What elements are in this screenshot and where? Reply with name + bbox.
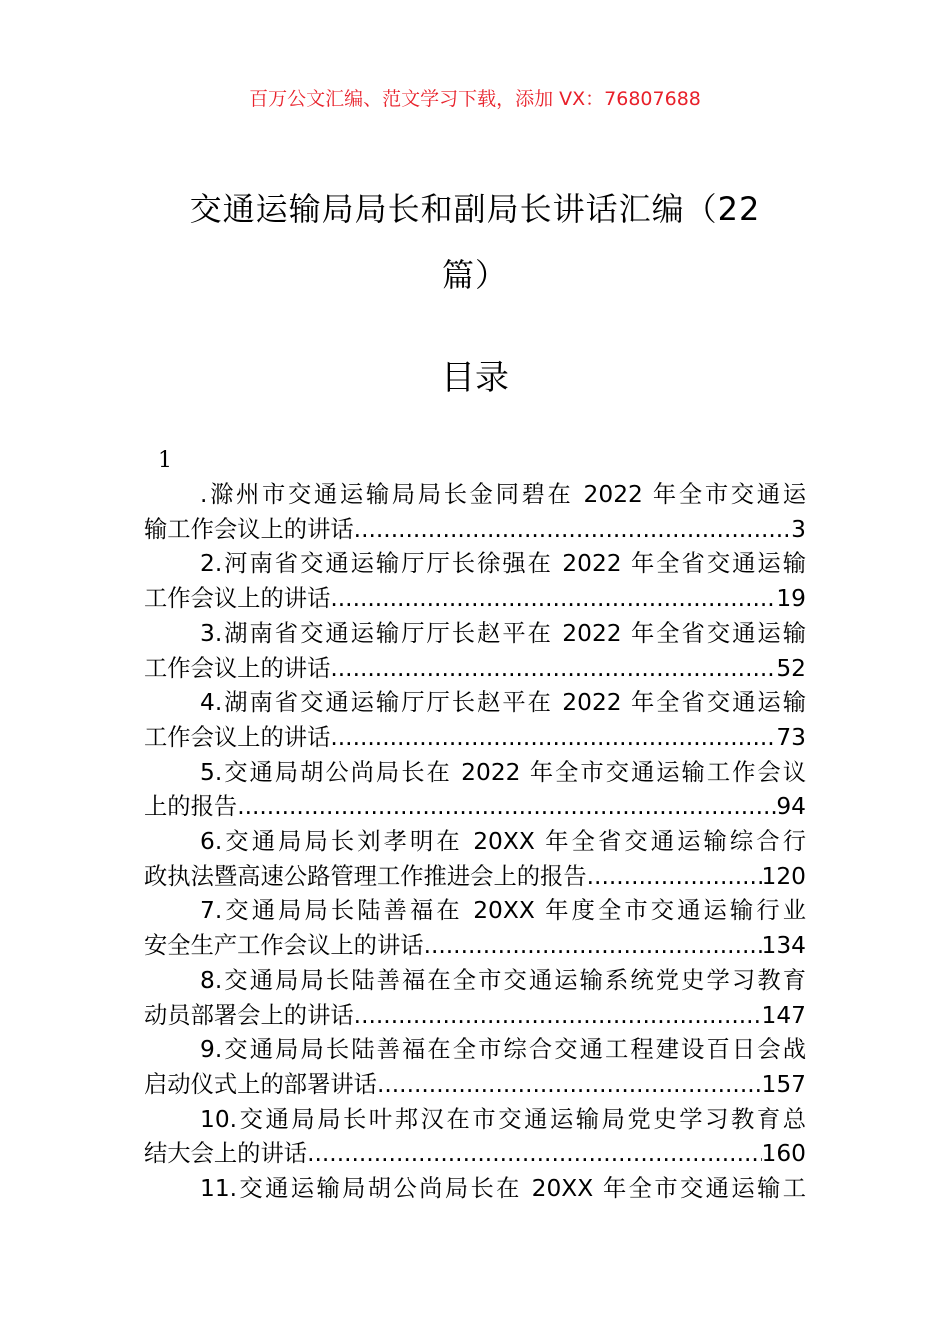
header-note: 百万公文汇编、范文学习下载，添加 VX：76807688 (249, 88, 701, 110)
page-number: 157 (761, 1070, 806, 1098)
dot-leader (587, 860, 762, 895)
page-number: 147 (761, 1001, 806, 1029)
toc-entry[interactable]: .滁州市交通运输局局长金同碧在 2022 年全市交通运 输工作会议上的讲话 ..... 3 (144, 478, 806, 547)
toc-entry[interactable]: 2.河南省交通运输厅厅长徐强在 2022 年全省交通运输 工作会议上的讲话 ..... 19 (144, 547, 806, 616)
page-number: 94 (776, 793, 806, 821)
toc-heading: 目录 (441, 358, 509, 398)
dot-leader (354, 513, 792, 548)
dot-leader (330, 652, 776, 687)
dot-leader (424, 929, 762, 964)
dot-leader (354, 999, 762, 1034)
dot-leader (330, 721, 776, 756)
page-number: 19 (776, 585, 806, 613)
page-number: 160 (761, 1140, 806, 1168)
toc-entry[interactable]: 7.交通局局长陆善福在 20XX 年度全市交通运输行业 安全生产工作会议上的讲话 ..... 134 (144, 894, 806, 963)
toc-entry[interactable]: 4.湖南省交通运输厅厅长赵平在 2022 年全省交通运输 工作会议上的讲话 ..... 73 (144, 686, 806, 755)
toc-entry[interactable]: 6.交通局局长刘孝明在 20XX 年全省交通运输综合行 政执法暨高速公路管理工作推进会上的报告 ..... 120 (144, 825, 806, 894)
page-number: 52 (776, 654, 806, 682)
table-of-contents (144, 478, 806, 1207)
toc-first-number: 1 (158, 448, 172, 473)
toc-entry[interactable]: 10.交通局局长叶邦汉在市交通运输局党史学习教育总 结大会上的讲话 ..... 160 (144, 1103, 806, 1172)
toc-entry[interactable]: 11.交通运输局胡公尚局长在 20XX 年全市交通运输工 (200, 1175, 806, 1203)
toc-entry[interactable]: 9.交通局局长陆善福在全市综合交通工程建设百日会战 启动仪式上的部署讲话 ..... 157 (144, 1033, 806, 1102)
document-title-line2: 篇） (441, 256, 508, 294)
toc-entry[interactable]: 3.湖南省交通运输厅厅长赵平在 2022 年全省交通运输 工作会议上的讲话 ..... 52 (144, 617, 806, 686)
document-title (160, 176, 790, 308)
page-number: 3 (791, 515, 806, 543)
dot-leader (377, 1068, 762, 1103)
toc-entry[interactable]: 8.交通局局长陆善福在全市交通运输系统党史学习教育 动员部署会上的讲话 ..... 147 (144, 964, 806, 1033)
page-number: 134 (761, 932, 806, 960)
dot-leader (307, 1137, 761, 1172)
toc-entry[interactable]: 5.交通局胡公尚局长在 2022 年全市交通运输工作会议 上的报告 ..... 94 (144, 756, 806, 825)
dot-leader (330, 582, 776, 617)
document-title-line1: 交通运输局局长和副局长讲话汇编（22 (189, 190, 761, 228)
page-number: 73 (776, 723, 806, 751)
page-number: 120 (761, 862, 806, 890)
dot-leader (237, 790, 776, 825)
